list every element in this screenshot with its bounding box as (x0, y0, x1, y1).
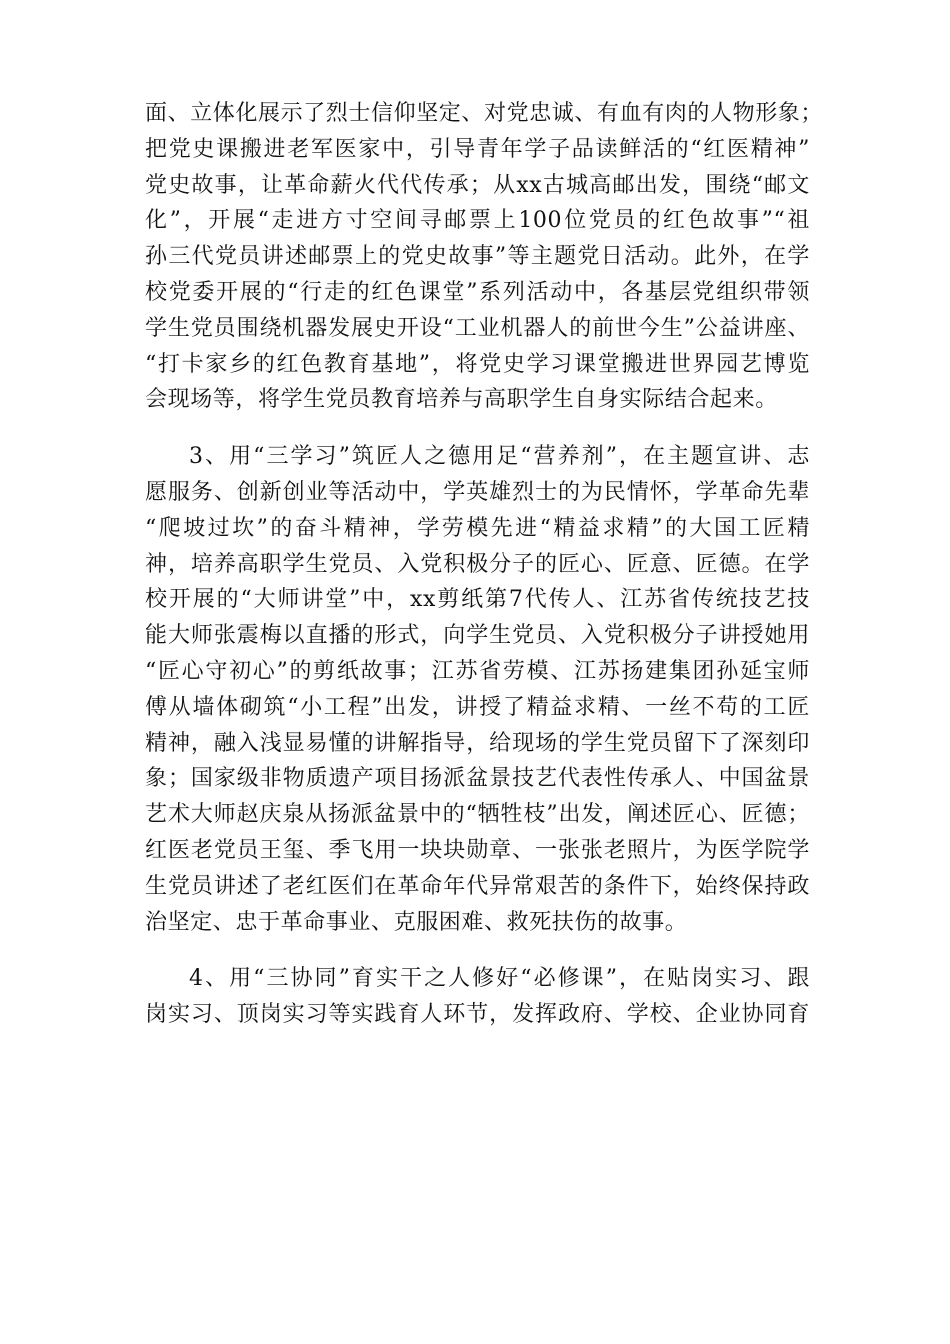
text-line: “爬坡过坎”的奋斗精神，学劳模先进“精益求精”的大国工匠精 (145, 515, 810, 541)
text-line: 化”，开展“走进方寸空间寻邮票上100位党员的红色故事”“祖 (145, 208, 810, 234)
text-line: 4、用“三协同”育实干之人修好“必修课”，在贴岗实习、跟 (189, 966, 810, 992)
paragraph-section-4 (145, 961, 810, 1033)
text-line: 学生党员围绕机器发展史开设“工业机器人的前世今生”公益讲座、 (145, 315, 810, 341)
text-line: 艺术大师赵庆泉从扬派盆景中的“牺牲枝”出发，阐述匠心、匠德； (145, 802, 810, 828)
text-line: 治坚定、忠于革命事业、克服困难、救死扶伤的故事。 (145, 909, 688, 935)
text-line: 红医老党员王玺、季飞用一块块勋章、一张张老照片，为医学院学 (145, 837, 810, 863)
text-line: 岗实习、顶岗实习等实践育人环节，发挥政府、学校、企业协同育 (145, 1002, 810, 1028)
text-line: 象；国家级非物质遗产项目扬派盆景技艺代表性传承人、中国盆景 (145, 766, 810, 792)
text-line: 校党委开展的“行走的红色课堂”系列活动中，各基层党组织带领 (145, 279, 810, 305)
text-line: 孙三代党员讲述邮票上的党史故事”等主题党日活动。此外，在学 (145, 244, 810, 270)
text-line: 傅从墙体砌筑“小工程”出发，讲授了精益求精、一丝不苟的工匠 (145, 694, 810, 720)
text-line: 3、用“三学习”筑匠人之德用足“营养剂”，在主题宣讲、志 (189, 444, 810, 470)
text-line: 面、立体化展示了烈士信仰坚定、对党忠诚、有血有肉的人物形象； (145, 101, 824, 126)
text-line: 把党史课搬进老军医家中，引导青年学子品读鲜活的“红医精神” (145, 136, 810, 162)
text-line: 神，培养高职学生党员、入党积极分子的匠心、匠意、匠德。在学 (145, 551, 810, 577)
text-line: “打卡家乡的红色教育基地”，将党史学习课堂搬进世界园艺博览 (145, 351, 810, 377)
text-line: 会现场等，将学生党员教育培养与高职学生自身实际结合起来。 (145, 387, 778, 413)
text-line: 精神，融入浅显易懂的讲解指导，给现场的学生党员留下了深刻印 (145, 730, 810, 756)
text-line: 校开展的“大师讲堂”中，xx剪纸第7代传人、江苏省传统技艺技 (145, 587, 810, 613)
paragraph-continuation (145, 96, 824, 418)
paragraph-section-3 (145, 439, 810, 940)
text-line: 能大师张震梅以直播的形式，向学生党员、入党积极分子讲授她用 (145, 623, 810, 649)
text-line: “匠心守初心”的剪纸故事；江苏省劳模、江苏扬建集团孙延宝师 (145, 658, 810, 684)
text-line: 党史故事，让革命薪火代代传承；从xx古城高邮出发，围绕“邮文 (145, 172, 810, 198)
text-line: 愿服务、创新创业等活动中，学英雄烈士的为民情怀，学革命先辈 (145, 479, 810, 505)
text-line: 生党员讲述了老红医们在革命年代异常艰苦的条件下，始终保持政 (145, 873, 810, 899)
